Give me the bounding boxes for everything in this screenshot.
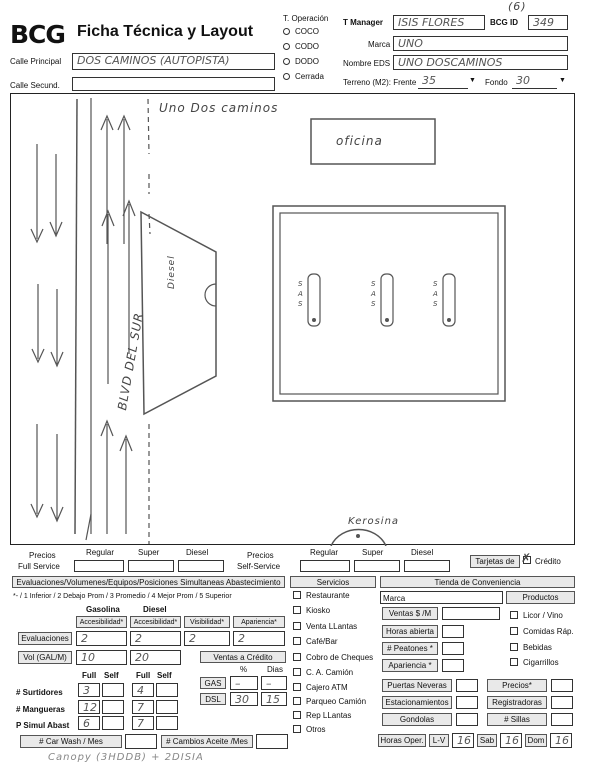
estacionamientos-field[interactable] <box>456 696 478 709</box>
servicio-checkbox[interactable] <box>293 622 301 630</box>
diesel-col-label: Diesel <box>143 605 167 614</box>
sillas-field[interactable] <box>551 713 573 726</box>
operacion-option-codo: CODO <box>295 42 319 51</box>
psimul-full-diesel[interactable]: 7 <box>132 716 154 730</box>
mangueras-self-diesel[interactable] <box>156 700 178 714</box>
eval-col-visibilidad: Visibilidad* <box>184 616 230 628</box>
evaluacion-value[interactable]: 2 <box>130 631 181 646</box>
tarjetas-button[interactable]: Tarjetas de <box>470 555 520 568</box>
psimul-full-gas[interactable]: 6 <box>78 716 100 730</box>
evaluaciones-label: Evaluaciones <box>18 632 72 645</box>
fondo-field[interactable]: 30 <box>512 74 557 89</box>
scale-legend: *- / 1 Inferior / 2 Debajo Prom / 3 Promedio / 4 Mejor Prom / 5 Superior <box>13 593 232 600</box>
puertas-neveras-field[interactable] <box>456 679 478 692</box>
gas-pct-field[interactable]: – <box>230 676 258 690</box>
eval-col-accesibilidad-diesel: Accesibilidad* <box>130 616 181 628</box>
mangueras-full-diesel[interactable]: 7 <box>132 700 154 714</box>
sketch-island-label: S A S <box>371 280 377 308</box>
vc-dias-label: Dias <box>267 665 284 674</box>
full-label-diesel: Full <box>136 671 151 680</box>
layout-sketch <box>11 94 576 546</box>
lv-label: L-V <box>429 734 449 747</box>
apariencia-field[interactable] <box>442 659 464 672</box>
evaluacion-value[interactable]: 2 <box>184 631 230 646</box>
vc-pct-label: % <box>240 665 248 674</box>
sketch-island-label: S A S <box>298 280 304 308</box>
sketch-kerosina-label: Kerosina <box>348 516 400 527</box>
sketch-diesel-label: Diesel <box>167 255 177 289</box>
calle-secund-label: Calle Secund. <box>10 81 60 90</box>
page-note: (6) <box>508 0 527 13</box>
gondolas-label: Gondolas <box>382 713 452 726</box>
precio-self-super-field[interactable] <box>354 560 400 572</box>
dsl-label: DSL <box>200 693 226 705</box>
dom-hours-field[interactable]: 16 <box>550 733 572 748</box>
surtidores-full-diesel[interactable]: 4 <box>132 683 154 697</box>
t-manager-field[interactable]: ISIS FLORES <box>393 15 485 30</box>
servicio-label: Otros <box>306 725 326 734</box>
terreno-frente-field[interactable]: 35 <box>418 74 468 89</box>
precio-header-regular: Regular <box>86 548 115 557</box>
precio-self-diesel-field[interactable] <box>404 560 450 572</box>
precios-full-label: Precios <box>29 551 56 560</box>
servicio-checkbox[interactable] <box>293 591 301 599</box>
sab-hours-field[interactable]: 16 <box>500 733 522 748</box>
sab-label: Sab <box>477 734 497 747</box>
operacion-radio-dodo[interactable] <box>283 58 290 65</box>
evaluacion-value[interactable]: 2 <box>233 631 285 646</box>
surtidores-self-gas[interactable] <box>102 683 124 697</box>
sillas-label: # Sillas <box>487 713 547 726</box>
servicio-label: Venta LLantas <box>306 622 358 631</box>
producto-checkbox[interactable] <box>510 643 518 651</box>
servicio-label: Cajero ATM <box>306 683 348 692</box>
calle-secund-field[interactable] <box>72 77 275 91</box>
precio-full-regular-field[interactable] <box>74 560 124 572</box>
servicio-label: Restaurante <box>306 591 350 600</box>
cambios-aceite-field[interactable] <box>256 734 288 749</box>
puertas-neveras-label: Puertas Neveras <box>382 679 452 692</box>
operacion-radio-cerrada[interactable] <box>283 73 290 80</box>
servicio-label: Café/Bar <box>306 637 338 646</box>
dom-label: Dom <box>525 734 547 747</box>
fondo-dropdown-icon[interactable]: ▼ <box>559 77 566 84</box>
operacion-option-cerrada: Cerrada <box>295 72 324 81</box>
producto-label: Comidas Ráp. <box>523 627 574 636</box>
car-wash-label: # Car Wash / Mes <box>20 735 122 748</box>
apariencia-label: Apariencia * <box>382 659 438 672</box>
operacion-option-coco: COCO <box>295 27 319 36</box>
producto-checkbox[interactable] <box>510 627 518 635</box>
mangueras-label: # Mangueras <box>16 705 65 714</box>
producto-label: Licor / Vino <box>523 611 563 620</box>
psimul-self-gas[interactable] <box>102 716 124 730</box>
servicio-label: Rep LLantas <box>306 711 352 720</box>
precios-star-label: Precios* <box>487 679 547 692</box>
servicio-label: Parqueo Camión <box>306 697 367 706</box>
surtidores-label: # Surtidores <box>16 688 63 697</box>
nombre-eds-label: Nombre EDS <box>343 59 391 68</box>
dsl-pct-field[interactable]: 30 <box>230 692 258 706</box>
tienda-marca-label: Marca <box>383 594 406 603</box>
marca-field[interactable]: UNO <box>393 36 568 51</box>
operacion-radio-coco[interactable] <box>283 28 290 35</box>
layout-sketch-area <box>10 93 575 545</box>
peatones-field[interactable] <box>442 642 464 655</box>
operacion-option-dodo: DODO <box>295 57 319 66</box>
producto-label: Bebidas <box>523 643 552 652</box>
productos-header: Productos <box>506 591 575 604</box>
peatones-label: # Peatones * <box>382 642 438 655</box>
mangueras-full-gas[interactable]: 12 <box>78 700 100 714</box>
producto-label: Cigarrillos <box>523 658 559 667</box>
evaluacion-value[interactable]: 2 <box>76 631 127 646</box>
sketch-oficina-label: oficina <box>336 134 383 148</box>
operacion-radio-codo[interactable] <box>283 43 290 50</box>
tienda-header: Tienda de Conveniencia <box>380 576 575 588</box>
ventas-credito-header: Ventas a Crédito <box>200 651 286 663</box>
psimul-label: P Simul Abast <box>16 721 70 730</box>
bcg-logo: BCG <box>10 20 65 49</box>
dsl-dias-field[interactable]: 15 <box>261 692 287 706</box>
calle-principal-field[interactable]: DOS CAMINOS (AUTOPISTA) <box>72 53 275 70</box>
self-label-diesel: Self <box>157 671 172 680</box>
fondo-label: Fondo <box>485 78 508 87</box>
horas-abierta-field[interactable] <box>442 625 464 638</box>
eval-col-apariencia: Apariencia* <box>233 616 285 628</box>
vol-gasolina-field[interactable]: 10 <box>76 650 127 665</box>
surtidores-self-diesel[interactable] <box>156 683 178 697</box>
servicio-checkbox[interactable] <box>293 697 301 705</box>
estacionamientos-label: Estacionamientos <box>382 696 452 709</box>
footer-handwriting: Canopy (3HDDB) + 2DISIA <box>48 752 204 763</box>
precios-self-label: Precios <box>247 551 274 560</box>
car-wash-field[interactable] <box>125 734 157 749</box>
frente-dropdown-icon[interactable]: ▼ <box>469 77 476 84</box>
t-manager-label: T Manager <box>343 18 384 27</box>
registradoras-label: Registradoras <box>487 696 547 709</box>
sketch-island-label: S A S <box>433 280 439 308</box>
mangueras-self-gas[interactable] <box>102 700 124 714</box>
precio-full-diesel-field[interactable] <box>178 560 224 572</box>
servicio-checkbox[interactable] <box>293 637 301 645</box>
sketch-top-label: Uno Dos caminos <box>159 101 279 115</box>
precio-self-regular-field[interactable] <box>300 560 350 572</box>
servicio-checkbox[interactable] <box>293 606 301 614</box>
eval-col-accesibilidad-gas: Accesibilidad* <box>76 616 127 628</box>
full-label-gas: Full <box>82 671 97 680</box>
precio-header-super: Super <box>138 548 160 557</box>
precio-header-diesel: Diesel <box>186 548 209 557</box>
evaluaciones-header: Evaluaciones/Volumenes/Equipos/Posiciones Simultaneas Abastecimiento <box>12 576 285 588</box>
precio-self-header-super: Super <box>362 548 384 557</box>
servicio-checkbox[interactable] <box>293 711 301 719</box>
servicio-label: Kiosko <box>306 606 331 615</box>
vol-diesel-field[interactable]: 20 <box>130 650 181 665</box>
registradoras-field[interactable] <box>551 696 573 709</box>
servicios-header: Servicios <box>290 576 376 588</box>
precio-self-header-regular: Regular <box>310 548 339 557</box>
vol-label: Vol (GAL/M) <box>18 651 72 664</box>
psimul-self-diesel[interactable] <box>156 716 178 730</box>
servicio-label: Cobro de Cheques <box>306 653 374 662</box>
surtidores-full-gas[interactable]: 3 <box>78 683 100 697</box>
lv-hours-field[interactable]: 16 <box>452 733 474 748</box>
horas-oper-label: Horas Oper. <box>378 734 426 747</box>
servicio-checkbox[interactable] <box>293 725 301 733</box>
credito-label: Crédito <box>535 557 561 566</box>
precio-self-header-diesel: Diesel <box>411 548 434 557</box>
ventas-sm-label: Ventas $ /M <box>382 607 438 620</box>
nombre-eds-field[interactable]: UNO DOSCAMINOS <box>393 55 568 70</box>
precios-star-field[interactable] <box>551 679 573 692</box>
servicio-checkbox[interactable] <box>293 653 301 661</box>
t-operacion-label: T. Operación <box>283 14 329 23</box>
producto-checkbox[interactable] <box>510 658 518 666</box>
marca-label: Marca <box>368 40 391 49</box>
gas-dias-field[interactable]: – <box>261 676 287 690</box>
gasolina-label: Gasolina <box>86 605 120 614</box>
servicio-checkbox[interactable] <box>293 668 301 676</box>
terreno-label: Terreno (M2): Frente <box>343 78 417 87</box>
cambios-aceite-label: # Cambios Aceite /Mes <box>161 735 253 748</box>
credito-check-mark: ✗ <box>521 551 532 565</box>
calle-principal-label: Calle Principal <box>10 57 62 66</box>
full-service-label: Full Service <box>18 562 60 571</box>
servicio-checkbox[interactable] <box>293 683 301 691</box>
precio-full-super-field[interactable] <box>128 560 174 572</box>
gondolas-field[interactable] <box>456 713 478 726</box>
sketch-blvd-label: BLVD DEL SUR <box>115 311 147 412</box>
page-title: Ficha Técnica y Layout <box>77 23 254 40</box>
self-service-label: Self-Service <box>237 562 281 571</box>
gas-label: GAS <box>200 677 226 689</box>
self-label-gas: Self <box>104 671 119 680</box>
horas-abierta-label: Horas abierta <box>382 625 438 638</box>
producto-checkbox[interactable] <box>510 611 518 619</box>
bcg-id-field[interactable]: 349 <box>528 15 568 30</box>
servicio-label: C. A. Camión <box>306 668 354 677</box>
ventas-sm-field[interactable] <box>442 607 500 620</box>
bcg-id-label: BCG ID <box>490 18 518 27</box>
